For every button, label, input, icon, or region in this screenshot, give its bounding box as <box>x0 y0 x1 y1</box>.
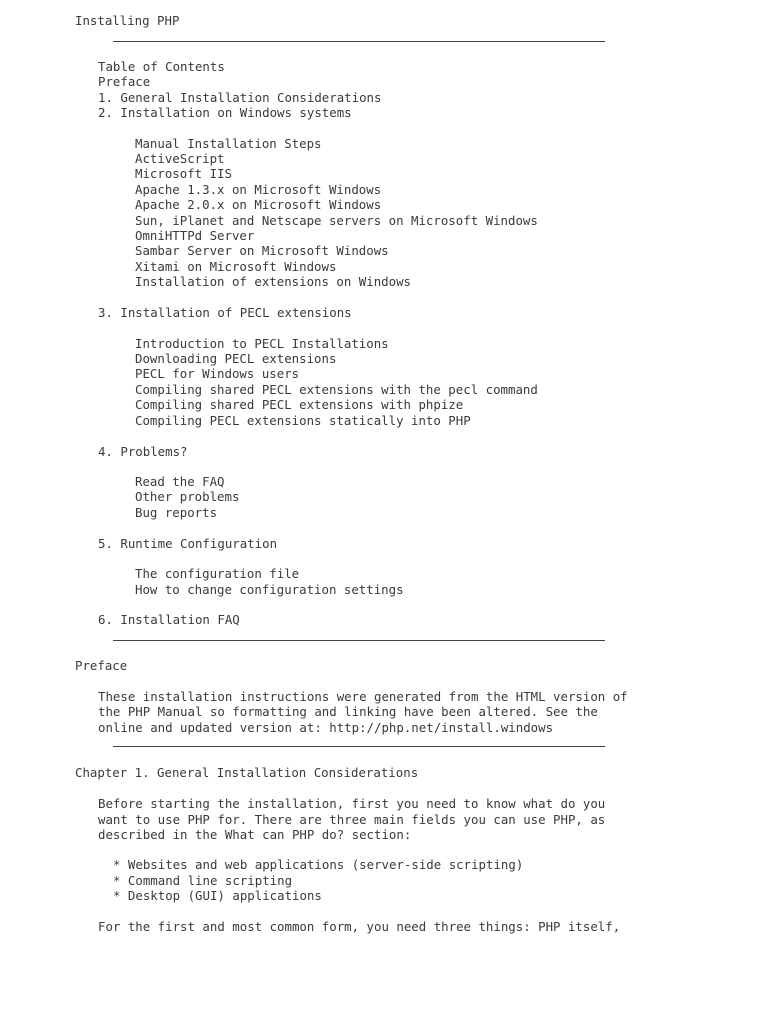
toc-item-chapter-1: 1. General Installation Considerations <box>98 90 382 105</box>
toc-subitem: ActiveScript <box>135 151 225 166</box>
chapter-1-text-line: described in the What can PHP do? section: <box>98 827 412 842</box>
toc-item-chapter-2: 2. Installation on Windows systems <box>98 105 352 120</box>
section-divider <box>113 41 605 42</box>
toc-subitem: OmniHTTPd Server <box>135 228 255 243</box>
toc-subitem: Other problems <box>135 489 240 504</box>
toc-subitem: Xitami on Microsoft Windows <box>135 259 337 274</box>
toc-subitem: Microsoft IIS <box>135 166 232 181</box>
preface-heading: Preface <box>75 658 128 673</box>
chapter-1-heading: Chapter 1. General Installation Considerations <box>75 765 419 780</box>
preface-text-line: These installation instructions were generated from the HTML version of <box>98 689 628 704</box>
toc-subitem: Compiling shared PECL extensions with the pecl command <box>135 382 538 397</box>
section-divider <box>113 746 605 747</box>
toc-subitem: Downloading PECL extensions <box>135 351 337 366</box>
toc-subitem: Introduction to PECL Installations <box>135 336 389 351</box>
toc-item-chapter-3: 3. Installation of PECL extensions <box>98 305 352 320</box>
toc-subitem: Compiling PECL extensions statically into PHP <box>135 413 471 428</box>
toc-heading: Table of Contents <box>98 59 225 74</box>
section-divider <box>113 640 605 641</box>
toc-subitem: Manual Installation Steps <box>135 136 322 151</box>
toc-subitem: How to change configuration settings <box>135 582 404 597</box>
toc-item-chapter-5: 5. Runtime Configuration <box>98 536 278 551</box>
toc-subitem: Installation of extensions on Windows <box>135 274 412 289</box>
toc-subitem: PECL for Windows users <box>135 366 300 381</box>
toc-subitem: Apache 1.3.x on Microsoft Windows <box>135 182 382 197</box>
bullet-item: * Desktop (GUI) applications <box>113 888 322 903</box>
toc-item-chapter-4: 4. Problems? <box>98 444 188 459</box>
chapter-1-text-line: For the first and most common form, you need three things: PHP itself, <box>98 919 621 934</box>
preface-text-line: the PHP Manual so formatting and linking have been altered. See the <box>98 704 598 719</box>
toc-subitem: Read the FAQ <box>135 474 225 489</box>
toc-subitem: Sambar Server on Microsoft Windows <box>135 243 389 258</box>
chapter-1-text-line: Before starting the installation, first you need to know what do you <box>98 796 606 811</box>
chapter-1-text-line: want to use PHP for. There are three main fields you can use PHP, as <box>98 812 606 827</box>
preface-text-line: online and updated version at: http://php.net/install.windows <box>98 720 554 735</box>
toc-item-preface: Preface <box>98 74 151 89</box>
toc-subitem: The configuration file <box>135 566 300 581</box>
toc-subitem: Apache 2.0.x on Microsoft Windows <box>135 197 382 212</box>
bullet-item: * Command line scripting <box>113 873 293 888</box>
document-title: Installing PHP <box>75 13 180 28</box>
toc-subitem: Sun, iPlanet and Netscape servers on Microsoft Windows <box>135 213 538 228</box>
bullet-item: * Websites and web applications (server-side scripting) <box>113 857 524 872</box>
toc-subitem: Compiling shared PECL extensions with phpize <box>135 397 464 412</box>
toc-subitem: Bug reports <box>135 505 218 520</box>
toc-item-chapter-6: 6. Installation FAQ <box>98 612 240 627</box>
